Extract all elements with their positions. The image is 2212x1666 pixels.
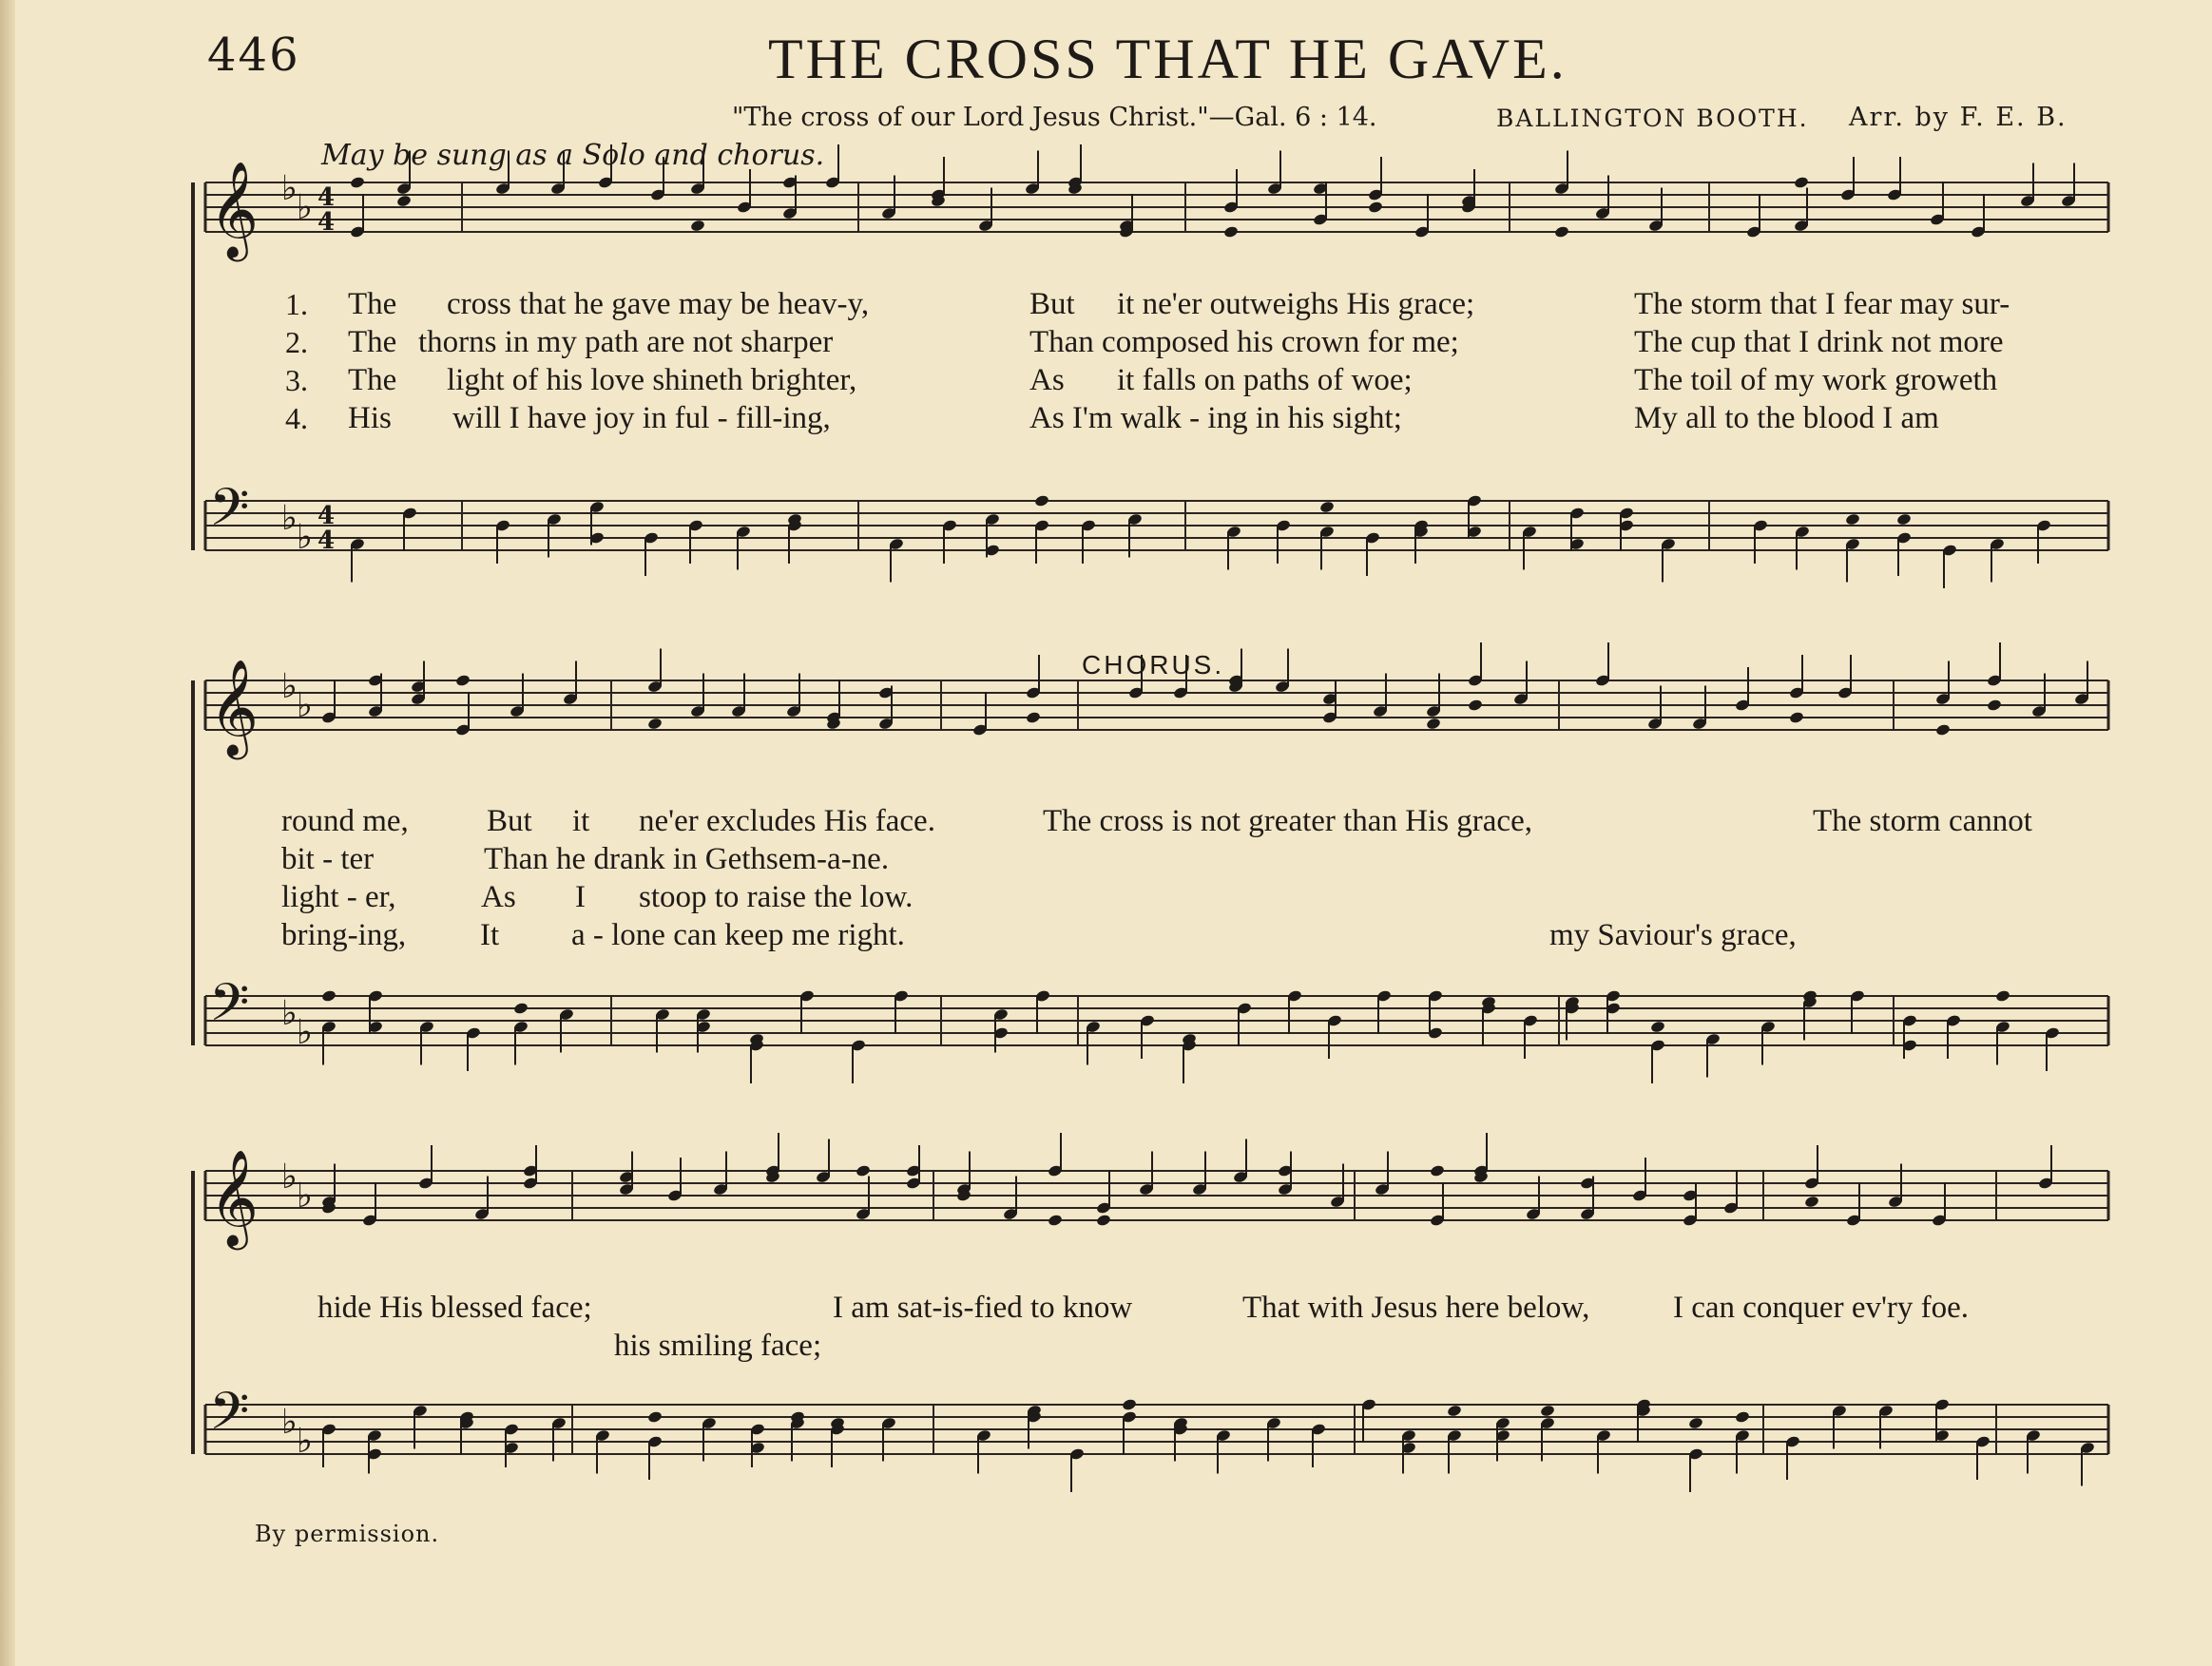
- author-credit: BALLINGTON BOOTH.: [1496, 105, 1809, 132]
- lyric-s2-l4-0: bring-ing,: [281, 918, 407, 952]
- notehead: [1096, 1214, 1112, 1227]
- notehead: [455, 674, 471, 687]
- flat-sign-icon: ♭: [297, 686, 313, 725]
- notehead: [1430, 1164, 1446, 1178]
- notehead: [1468, 699, 1484, 712]
- treble-clef-icon: 𝄞: [209, 1148, 260, 1246]
- arranger-credit: Arr. by F. E. B.: [1849, 103, 2068, 132]
- notehead: [1688, 1416, 1704, 1429]
- lyric-s2-l4-3: my Saviour's grace,: [1549, 918, 1797, 952]
- lyric-s1-v4-1: will I have joy in ful - fill-ing,: [452, 401, 831, 435]
- notehead: [1540, 1404, 1556, 1417]
- notehead: [1935, 723, 1952, 737]
- notehead: [1896, 512, 1913, 526]
- lyric-s2-l3-0: light - er,: [281, 880, 396, 914]
- flat-sign-icon: ♭: [281, 667, 298, 706]
- scripture-quote: "The cross of our Lord Jesus Christ."—Gal. 6 : 14.: [732, 103, 1377, 132]
- chorus-label: CHORUS.: [1082, 650, 1225, 680]
- flat-sign-icon: ♭: [297, 1177, 313, 1216]
- notehead: [647, 717, 664, 730]
- lyric-s1-v4-0: His: [348, 401, 392, 435]
- time-signature-icon: 4: [317, 183, 336, 212]
- notehead: [856, 1164, 872, 1178]
- flat-sign-icon: ♭: [281, 499, 298, 538]
- lyric-s1-v1-2: But: [1029, 287, 1075, 321]
- lyric-s1-v3-0: The: [348, 363, 397, 397]
- lyric-s2-l1-5: The storm cannot: [1813, 804, 2032, 838]
- lyric-s2-l2-0: bit - ter: [281, 842, 375, 876]
- flat-sign-icon: ♭: [281, 994, 298, 1033]
- lyric-s2-l1-2: it: [572, 804, 590, 838]
- flat-sign-icon: ♭: [297, 1013, 313, 1052]
- performance-note: May be sung as a Solo and chorus.: [321, 139, 825, 172]
- page-number: 446: [207, 29, 300, 82]
- notehead: [690, 219, 706, 232]
- flat-sign-icon: ♭: [281, 1158, 298, 1197]
- lyric-s2-l1-3: ne'er excludes His face.: [639, 804, 935, 838]
- lyric-s1-v4-3: My all to the blood I am: [1634, 401, 1939, 435]
- flat-sign-icon: ♭: [281, 1403, 298, 1442]
- notehead: [1650, 1020, 1666, 1033]
- lyric-s2-l3-2: I: [575, 880, 586, 914]
- notehead: [513, 1002, 529, 1015]
- lyric-s1-v2-1: thorns in my path are not sharper: [418, 325, 834, 359]
- notehead: [1122, 1398, 1138, 1411]
- notehead: [321, 989, 337, 1003]
- lyric-s3-l2-0: his smiling face;: [614, 1329, 822, 1363]
- notehead: [1804, 1195, 1820, 1208]
- verse-number-3: 3.: [285, 363, 308, 397]
- lyric-s1-v2-3: The cup that I drink not more: [1634, 325, 2004, 359]
- permission-footer: By permission.: [255, 1521, 440, 1547]
- lyric-s1-v4-2: As I'm walk - ing in his sight;: [1029, 401, 1402, 435]
- notehead: [1319, 500, 1336, 513]
- lyric-s2-l4-1: It: [480, 918, 500, 952]
- lyric-s3-l1-1: I am sat-is-fied to know: [833, 1291, 1133, 1325]
- notehead: [1995, 989, 2011, 1003]
- treble-clef-icon: 𝄞: [209, 658, 260, 756]
- bass-clef-icon: 𝄢: [209, 1381, 250, 1454]
- lyric-s1-v3-1: light of his love shineth brighter,: [447, 363, 857, 397]
- bass-clef-icon: 𝄢: [209, 972, 250, 1045]
- bass-clef-icon: 𝄢: [209, 477, 250, 550]
- lyric-s1-v1-0: The: [348, 287, 397, 321]
- notehead: [1048, 1214, 1064, 1227]
- hymn-title: THE CROSS THAT HE GAVE.: [768, 28, 1568, 90]
- lyric-s1-v3-4: The toil of my work groweth: [1634, 363, 1998, 397]
- notehead: [647, 1410, 664, 1424]
- time-signature-icon: 4: [317, 208, 336, 237]
- lyric-s1-v1-1: cross that he gave may be heav-y,: [447, 287, 870, 321]
- verse-number-4: 4.: [285, 401, 308, 435]
- notehead: [1987, 699, 2003, 712]
- notehead: [1447, 1404, 1463, 1417]
- lyric-s2-l1-1: But: [487, 804, 532, 838]
- flat-sign-icon: ♭: [281, 169, 298, 208]
- notehead: [396, 194, 413, 207]
- lyric-s1-v3-2: As: [1029, 363, 1065, 397]
- notehead: [1845, 512, 1861, 526]
- notehead: [1223, 225, 1240, 239]
- lyric-s2-l1-4: The cross is not greater than His grace,: [1043, 804, 1532, 838]
- verse-number-1: 1.: [285, 287, 308, 321]
- lyric-s3-l1-0: hide His blessed face;: [317, 1291, 592, 1325]
- lyric-s2-l3-1: As: [481, 880, 516, 914]
- lyric-s2-l1-0: round me,: [281, 804, 409, 838]
- verse-number-2: 2.: [285, 325, 308, 359]
- notehead: [350, 176, 366, 189]
- notehead: [1554, 225, 1570, 239]
- notehead: [1735, 1410, 1751, 1424]
- lyric-s3-l1-3: I can conquer ev'ry foe.: [1673, 1291, 1970, 1325]
- lyric-s2-l3-3: stoop to raise the low.: [639, 880, 914, 914]
- time-signature-icon: 4: [317, 502, 336, 530]
- treble-clef-icon: 𝄞: [209, 160, 260, 258]
- notehead: [1026, 711, 1042, 724]
- lyric-s3-l1-2: That with Jesus here below,: [1242, 1291, 1590, 1325]
- lyric-s2-l4-2: a - lone can keep me right.: [571, 918, 905, 952]
- lyric-s1-v3-3: it falls on paths of woe;: [1117, 363, 1413, 397]
- notehead: [1426, 717, 1442, 730]
- flat-sign-icon: ♭: [297, 518, 313, 557]
- notehead: [1368, 201, 1384, 214]
- lyric-s1-v2-2: Than composed his crown for me;: [1029, 325, 1459, 359]
- lyric-s1-v1-3: it ne'er outweighs His grace;: [1117, 287, 1475, 321]
- flat-sign-icon: ♭: [297, 1422, 313, 1461]
- flat-sign-icon: ♭: [297, 188, 313, 227]
- lyric-s2-l2-1: Than he drank in Gethsem-a-ne.: [484, 842, 890, 876]
- notehead: [1789, 711, 1805, 724]
- lyric-s1-v1-4: The storm that I fear may sur-: [1634, 287, 2010, 321]
- notehead: [1034, 494, 1050, 507]
- time-signature-icon: 4: [317, 527, 336, 555]
- notehead: [1794, 176, 1810, 189]
- lyric-s1-v2-0: The: [348, 325, 397, 359]
